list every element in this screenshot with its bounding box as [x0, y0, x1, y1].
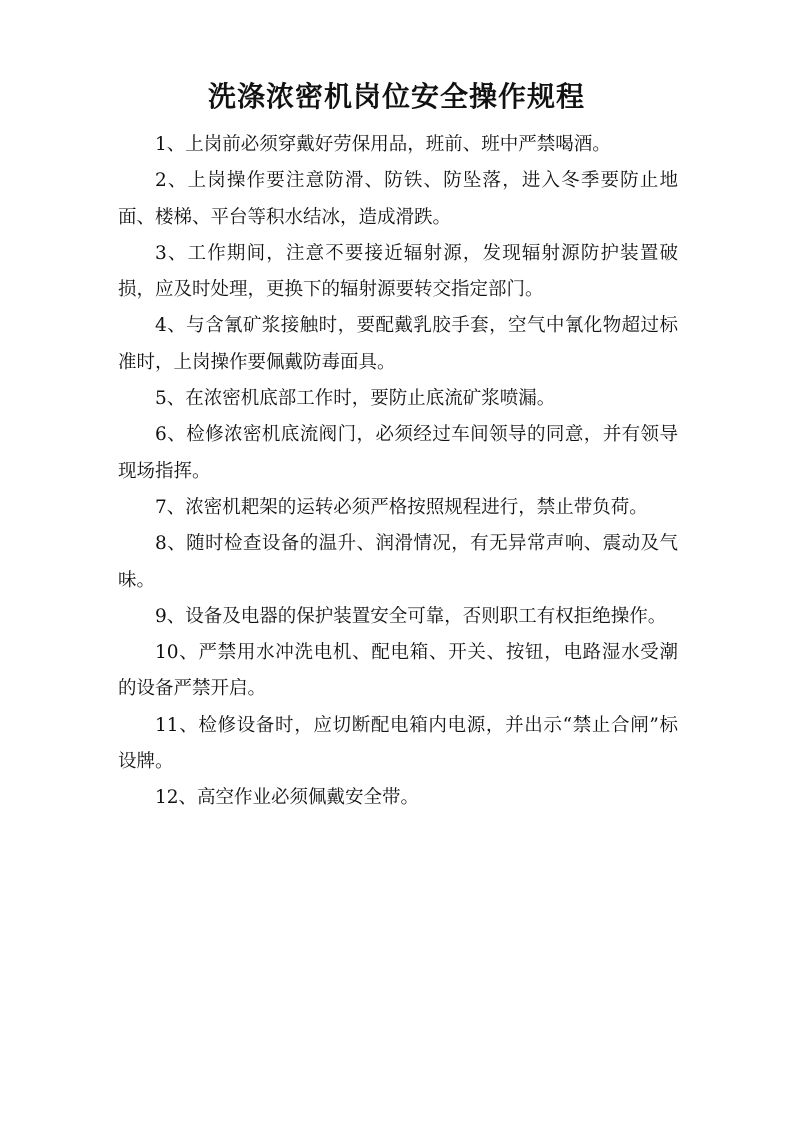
- rule-paragraph-5: 5、在浓密机底部工作时，要防止底流矿浆喷漏。: [155, 388, 556, 410]
- rule-paragraph-10: 10、严禁用水冲洗电机、配电箱、开关、按钮，电路湿水受潮的设备严禁开启。: [118, 642, 678, 700]
- document-title: 洗涤浓密机岗位安全操作规程: [207, 80, 585, 113]
- rule-paragraph-2: 2、上岗操作要注意防滑、防铁、防坠落，进入冬季要防止地面、楼梯、平台等积水结冰，造成滑跌。: [118, 170, 678, 228]
- rule-paragraph-11: 11、检修设备时，应切断配电箱内电源，并出示“禁止合闸”标设牌。: [118, 714, 678, 773]
- rule-paragraph-6: 6、检修浓密机底流阀门，必须经过车间领导的同意，并有领导现场指挥。: [118, 424, 678, 482]
- rule-paragraph-9: 9、设备及电器的保护装置安全可靠，否则职工有权拒绝操作。: [155, 605, 667, 627]
- rule-paragraph-1: 1、上岗前必须穿戴好劳保用品，班前、班中严禁喝酒。: [155, 134, 611, 155]
- document-body: [118, 127, 678, 817]
- rule-paragraph-4: 4、与含氰矿浆接触时，要配戴乳胶手套，空气中氰化物超过标准时，上岗操作要佩戴防毒面具。: [118, 315, 678, 373]
- rule-paragraph-8: 8、随时检查设备的温升、润滑情况，有无异常声响、震动及气味。: [118, 533, 678, 591]
- rule-paragraph-3: 3、工作期间，注意不要接近辐射源，发现辐射源防护装置破损，应及时处理，更换下的辐射源要转交指定部门。: [118, 242, 678, 301]
- rule-paragraph-12: 12、高空作业必须佩戴安全带。: [155, 787, 420, 809]
- rule-paragraph-7: 7、浓密机耙架的运转必须严格按照规程进行，禁止带负荷。: [155, 496, 648, 518]
